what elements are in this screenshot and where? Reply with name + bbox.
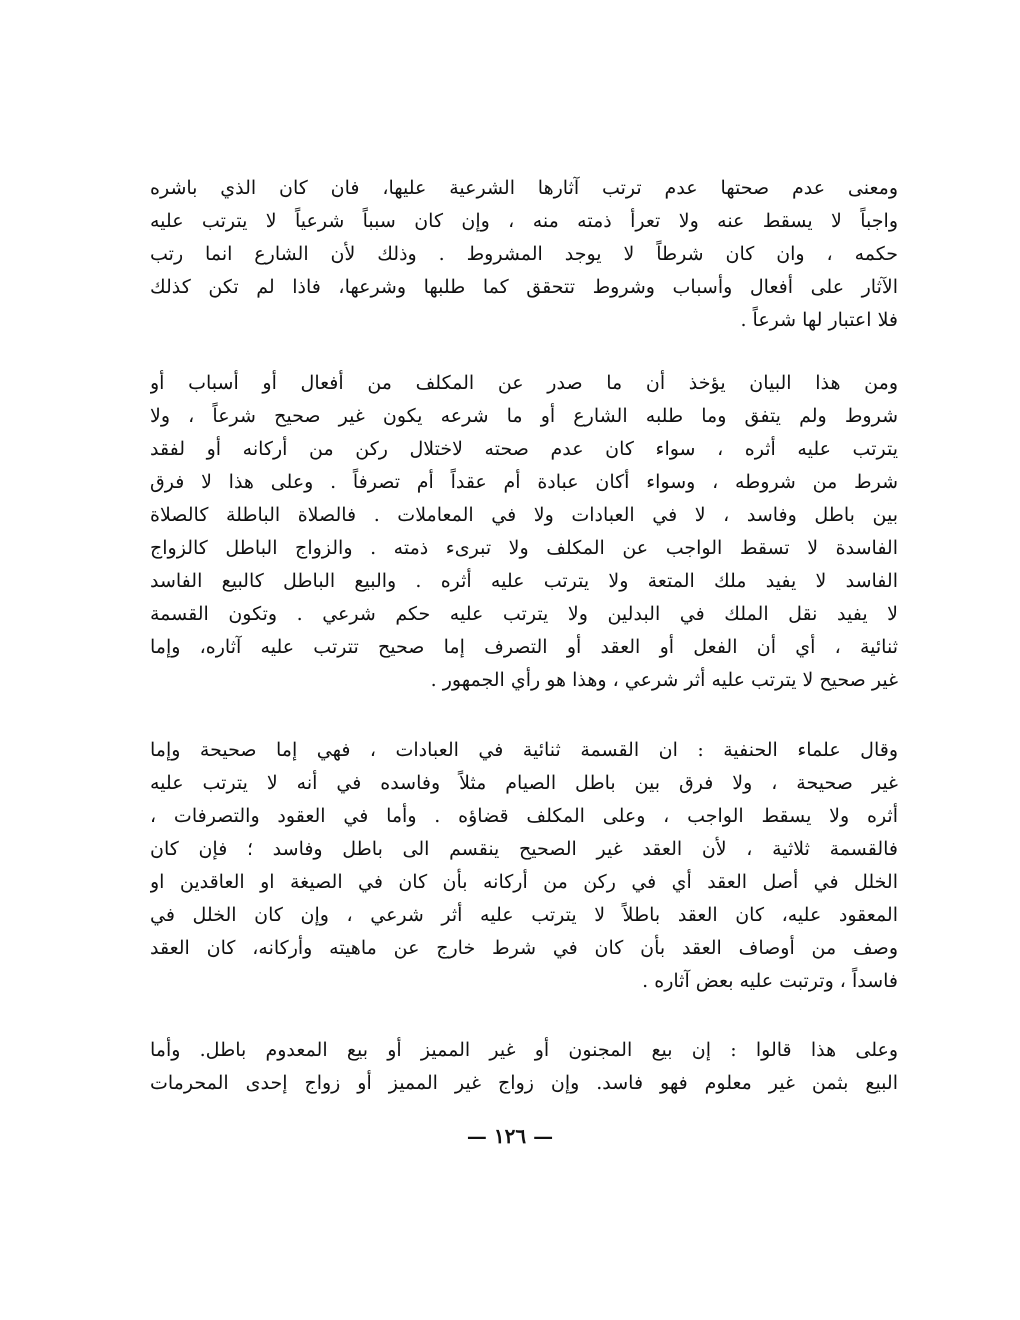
text-line: ومن هذا البيان يؤخذ أن ما صدر عن المكلف من أفعال أو أسباب أو	[150, 372, 898, 394]
text-line: شرط من شروطه ، وسواء أكان عبادة أم عقداً أم تصرفاً . وعلى هذا لا فرق	[150, 471, 898, 493]
text-line: البيع بثمن غير معلوم فهو فاسد. وإن زواج غير المميز أو زواج إحدى المحرمات	[150, 1072, 898, 1094]
text-line: غير صحيحة ، ولا فرق بين باطل الصيام مثلاً وفاسده في أنه لا يترتب عليه	[150, 772, 898, 794]
paragraph-4	[150, 1034, 898, 1100]
text-line: وعلى هذا قالوا : إن بيع المجنون أو غير المميز أو بيع المعدوم باطل. وأما	[150, 1039, 898, 1061]
text-line: وقال علماء الحنفية : ان القسمة ثنائية في العبادات ، فهي إما صحيحة وإما	[150, 739, 898, 761]
text-line: شروط ولم يتفق وما طلبه الشارع أو ما شرعه يكون غير صحيح شرعاً ، ولا	[150, 405, 898, 427]
text-line: ومعنى عدم صحتها عدم ترتب آثارها الشرعية عليها، فان كان الذي باشره	[150, 177, 898, 199]
text-line: واجباً لا يسقط عنه ولا تعرأ ذمته منه ، وإن كان سبباً شرعياً لا يترتب عليه	[150, 210, 898, 232]
text-line: حكمه ، وان كان شرطاً لا يوجد المشروط . وذلك لأن الشارع انما رتب	[150, 243, 898, 265]
page-number: — ١٢٦ —	[466, 1124, 554, 1148]
text-line: فلا اعتبار لها شرعاً .	[740, 309, 898, 331]
text-line: فالقسمة ثلاثية ، لأن العقد غير الصحيح ينقسم الى باطل وفاسد ؛ فإن كان	[150, 838, 898, 860]
text-line: الخلل في أصل العقد أي في ركن من أركانه بأن كان في الصيغة او العاقدين او	[150, 871, 898, 893]
text-line: المعقود عليه، كان العقد باطلاً لا يترتب عليه أثر شرعي ، وإن كان الخلل في	[150, 904, 898, 926]
text-line: فاسداً ، وترتبت عليه بعض آثاره .	[642, 970, 898, 992]
text-line: لا يفيد نقل الملك في البدلين ولا يترتب عليه حكم شرعي . وتكون القسمة	[150, 603, 898, 625]
text-line: الفاسدة لا تسقط الواجب عن المكلف ولا تبرىء ذمته . والزواج الباطل كالزواج	[150, 537, 898, 559]
text-line: أثره ولا يسقط الواجب ، وعلى المكلف قضاؤه . وأما في العقود والتصرفات ،	[150, 805, 898, 827]
text-line: غير صحيح لا يترتب عليه أثر شرعي ، وهذا هو رأي الجمهور .	[430, 669, 898, 691]
text-line: وصف من أوصاف العقد بأن كان في شرط خارج عن ماهيته وأركانه، كان العقد	[150, 937, 898, 959]
text-line: الآثار على أفعال وأسباب وشروط تتحقق كما طلبها وشرعها، فاذا لم تكن كذلك	[150, 276, 898, 298]
text-line: بين باطل وفاسد ، لا في العبادات ولا في المعاملات . فالصلاة الباطلة كالصلاة	[150, 504, 898, 526]
text-line: ثنائية ، أي أن الفعل أو العقد أو التصرف إما صحيح تترتب عليه آثاره، وإما	[150, 636, 898, 658]
paragraph-1	[150, 172, 898, 337]
text-line: يترتب عليه أثره ، سواء كان عدم صحته لاختلال ركن من أركانه أو لفقد	[150, 438, 898, 460]
text-line: الفاسد لا يفيد ملك المتعة ولا يترتب عليه أثره . والبيع الباطل كالبيع الفاسد	[150, 570, 898, 592]
paragraph-2	[150, 367, 898, 697]
paragraph-3	[150, 734, 898, 998]
